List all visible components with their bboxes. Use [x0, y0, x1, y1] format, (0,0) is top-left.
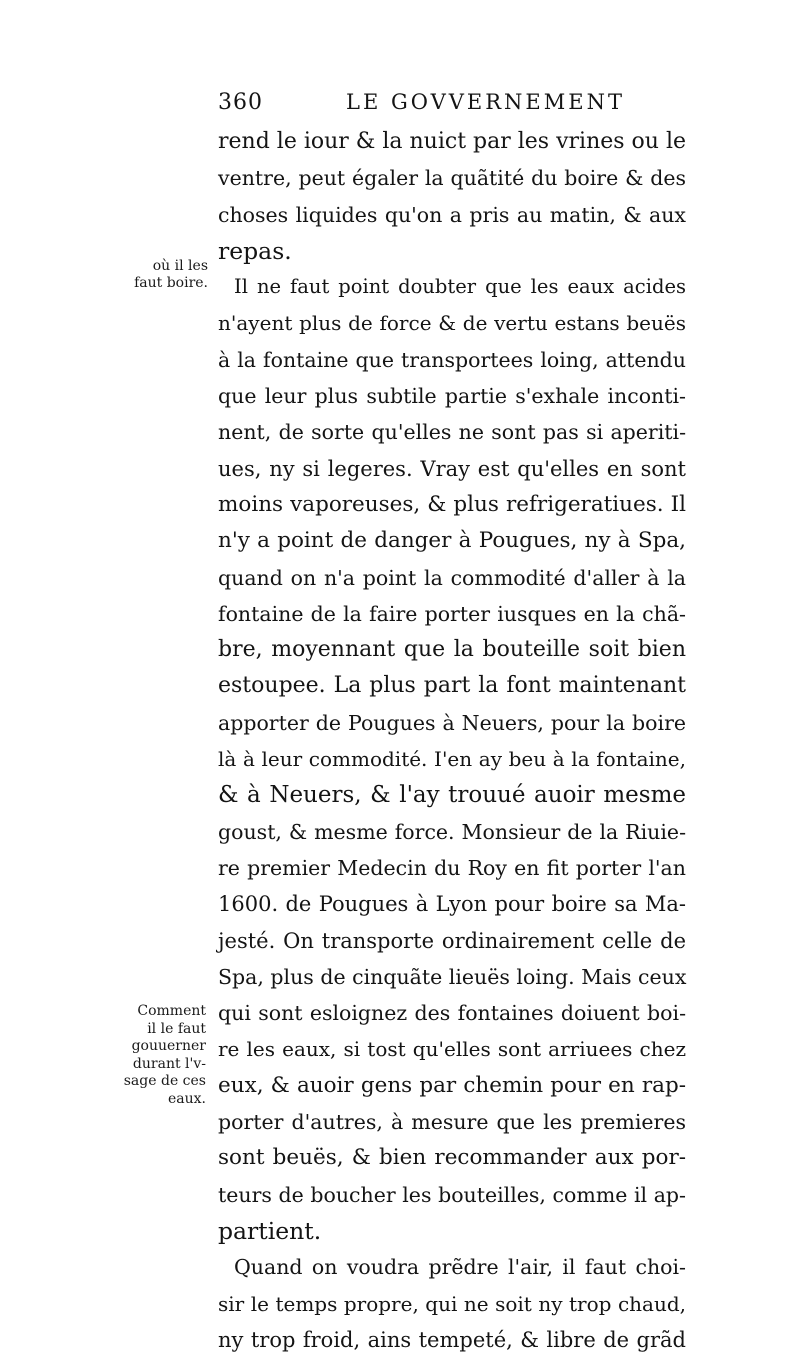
text-line: estoupee. La plus part la font maintenant	[218, 673, 686, 699]
text-line: qui sont esloignez des fontaines doiuent boi-	[218, 1001, 686, 1026]
margin-note-how-to-behave	[100, 1003, 206, 1108]
text-line: re premier Medecin du Roy en fit porter l'an	[218, 855, 686, 880]
text-line: choses liquides qu'on a pris au matin, & aux	[218, 202, 686, 227]
text-line: nent, de sorte qu'elles ne sont pas si aperiti-	[218, 420, 686, 445]
text-line: apporter de Pougues à Neuers, pour la boire	[218, 710, 686, 735]
text-line: ventre, peut égaler la quãtité du boire & des	[218, 166, 686, 191]
margin-note-line: eaux.	[168, 1090, 206, 1107]
text-line: ny trop froid, ains tempeté, & libre de grãd	[218, 1327, 686, 1352]
margin-note-line: il le faut	[147, 1020, 206, 1037]
text-line: là à leur commodité. I'en ay beu à la fontaine,	[218, 747, 686, 772]
margin-note-line: faut boire.	[134, 275, 208, 291]
body-text	[218, 124, 686, 1358]
text-line: que leur plus subtile partie s'exhale inconti-	[218, 384, 686, 409]
margin-note-line: Comment	[137, 1003, 206, 1019]
margin-note-line: durant l'v-	[132, 1055, 206, 1072]
text-line: sont beuës, & bien recommander aux por-	[218, 1145, 686, 1171]
text-line: ues, ny si legeres. Vray est qu'elles en sont	[218, 456, 686, 481]
text-line: Quand on voudra prẽdre l'air, il faut choi-	[234, 1255, 686, 1280]
text-line: repas.	[218, 236, 292, 265]
running-title: LE GOVVERNEMENT	[346, 90, 625, 114]
text-line: quand on n'a point la commodité d'aller à la	[218, 565, 686, 590]
text-line: teurs de boucher les bouteilles, comme il ap-	[218, 1182, 686, 1207]
text-line: 1600. de Pougues à Lyon pour boire sa Ma-	[218, 892, 686, 917]
margin-note-where-to-drink	[120, 258, 208, 292]
text-line: bre, moyennant que la bouteille soit bien	[218, 637, 686, 663]
text-line: rend le iour & la nuict par les vrines ou le	[218, 129, 687, 154]
text-line: goust, & mesme force. Monsieur de la Riuie-	[218, 819, 686, 844]
text-line: re les eaux, si tost qu'elles sont arriuees chez	[218, 1037, 686, 1062]
page-header	[218, 86, 688, 122]
text-line: jesté. On transporte ordinairement celle de	[218, 928, 686, 953]
text-line: à la fontaine que transportees loing, attendu	[218, 347, 686, 372]
margin-note-line: où il les	[152, 258, 208, 274]
text-line: porter d'autres, à mesure que les premieres	[218, 1110, 686, 1135]
page-number: 360	[218, 90, 263, 115]
text-line: Spa, plus de cinquãte lieuës loing. Mais ceux	[218, 964, 687, 989]
text-line: n'y a point de danger à Pougues, ny à Spa,	[218, 528, 686, 554]
text-line: Il ne faut point doubter que les eaux acides	[234, 275, 686, 299]
margin-note-line: gouuerner	[131, 1038, 206, 1054]
text-line: moins vaporeuses, & plus refrigeratiues. Il	[218, 491, 686, 517]
text-line: eux, & auoir gens par chemin pour en rap-	[218, 1072, 686, 1098]
text-line: fontaine de la faire porter iusques en la chã-	[218, 601, 686, 626]
text-line: sir le temps propre, qui ne soit ny trop chaud,	[218, 1291, 686, 1316]
margin-note-line: sage de ces	[123, 1073, 206, 1089]
text-line: & à Neuers, & l'ay trouué auoir mesme	[218, 782, 686, 809]
text-line: n'ayent plus de force & de vertu estans beuës	[218, 311, 686, 336]
text-line: partient.	[218, 1216, 322, 1245]
